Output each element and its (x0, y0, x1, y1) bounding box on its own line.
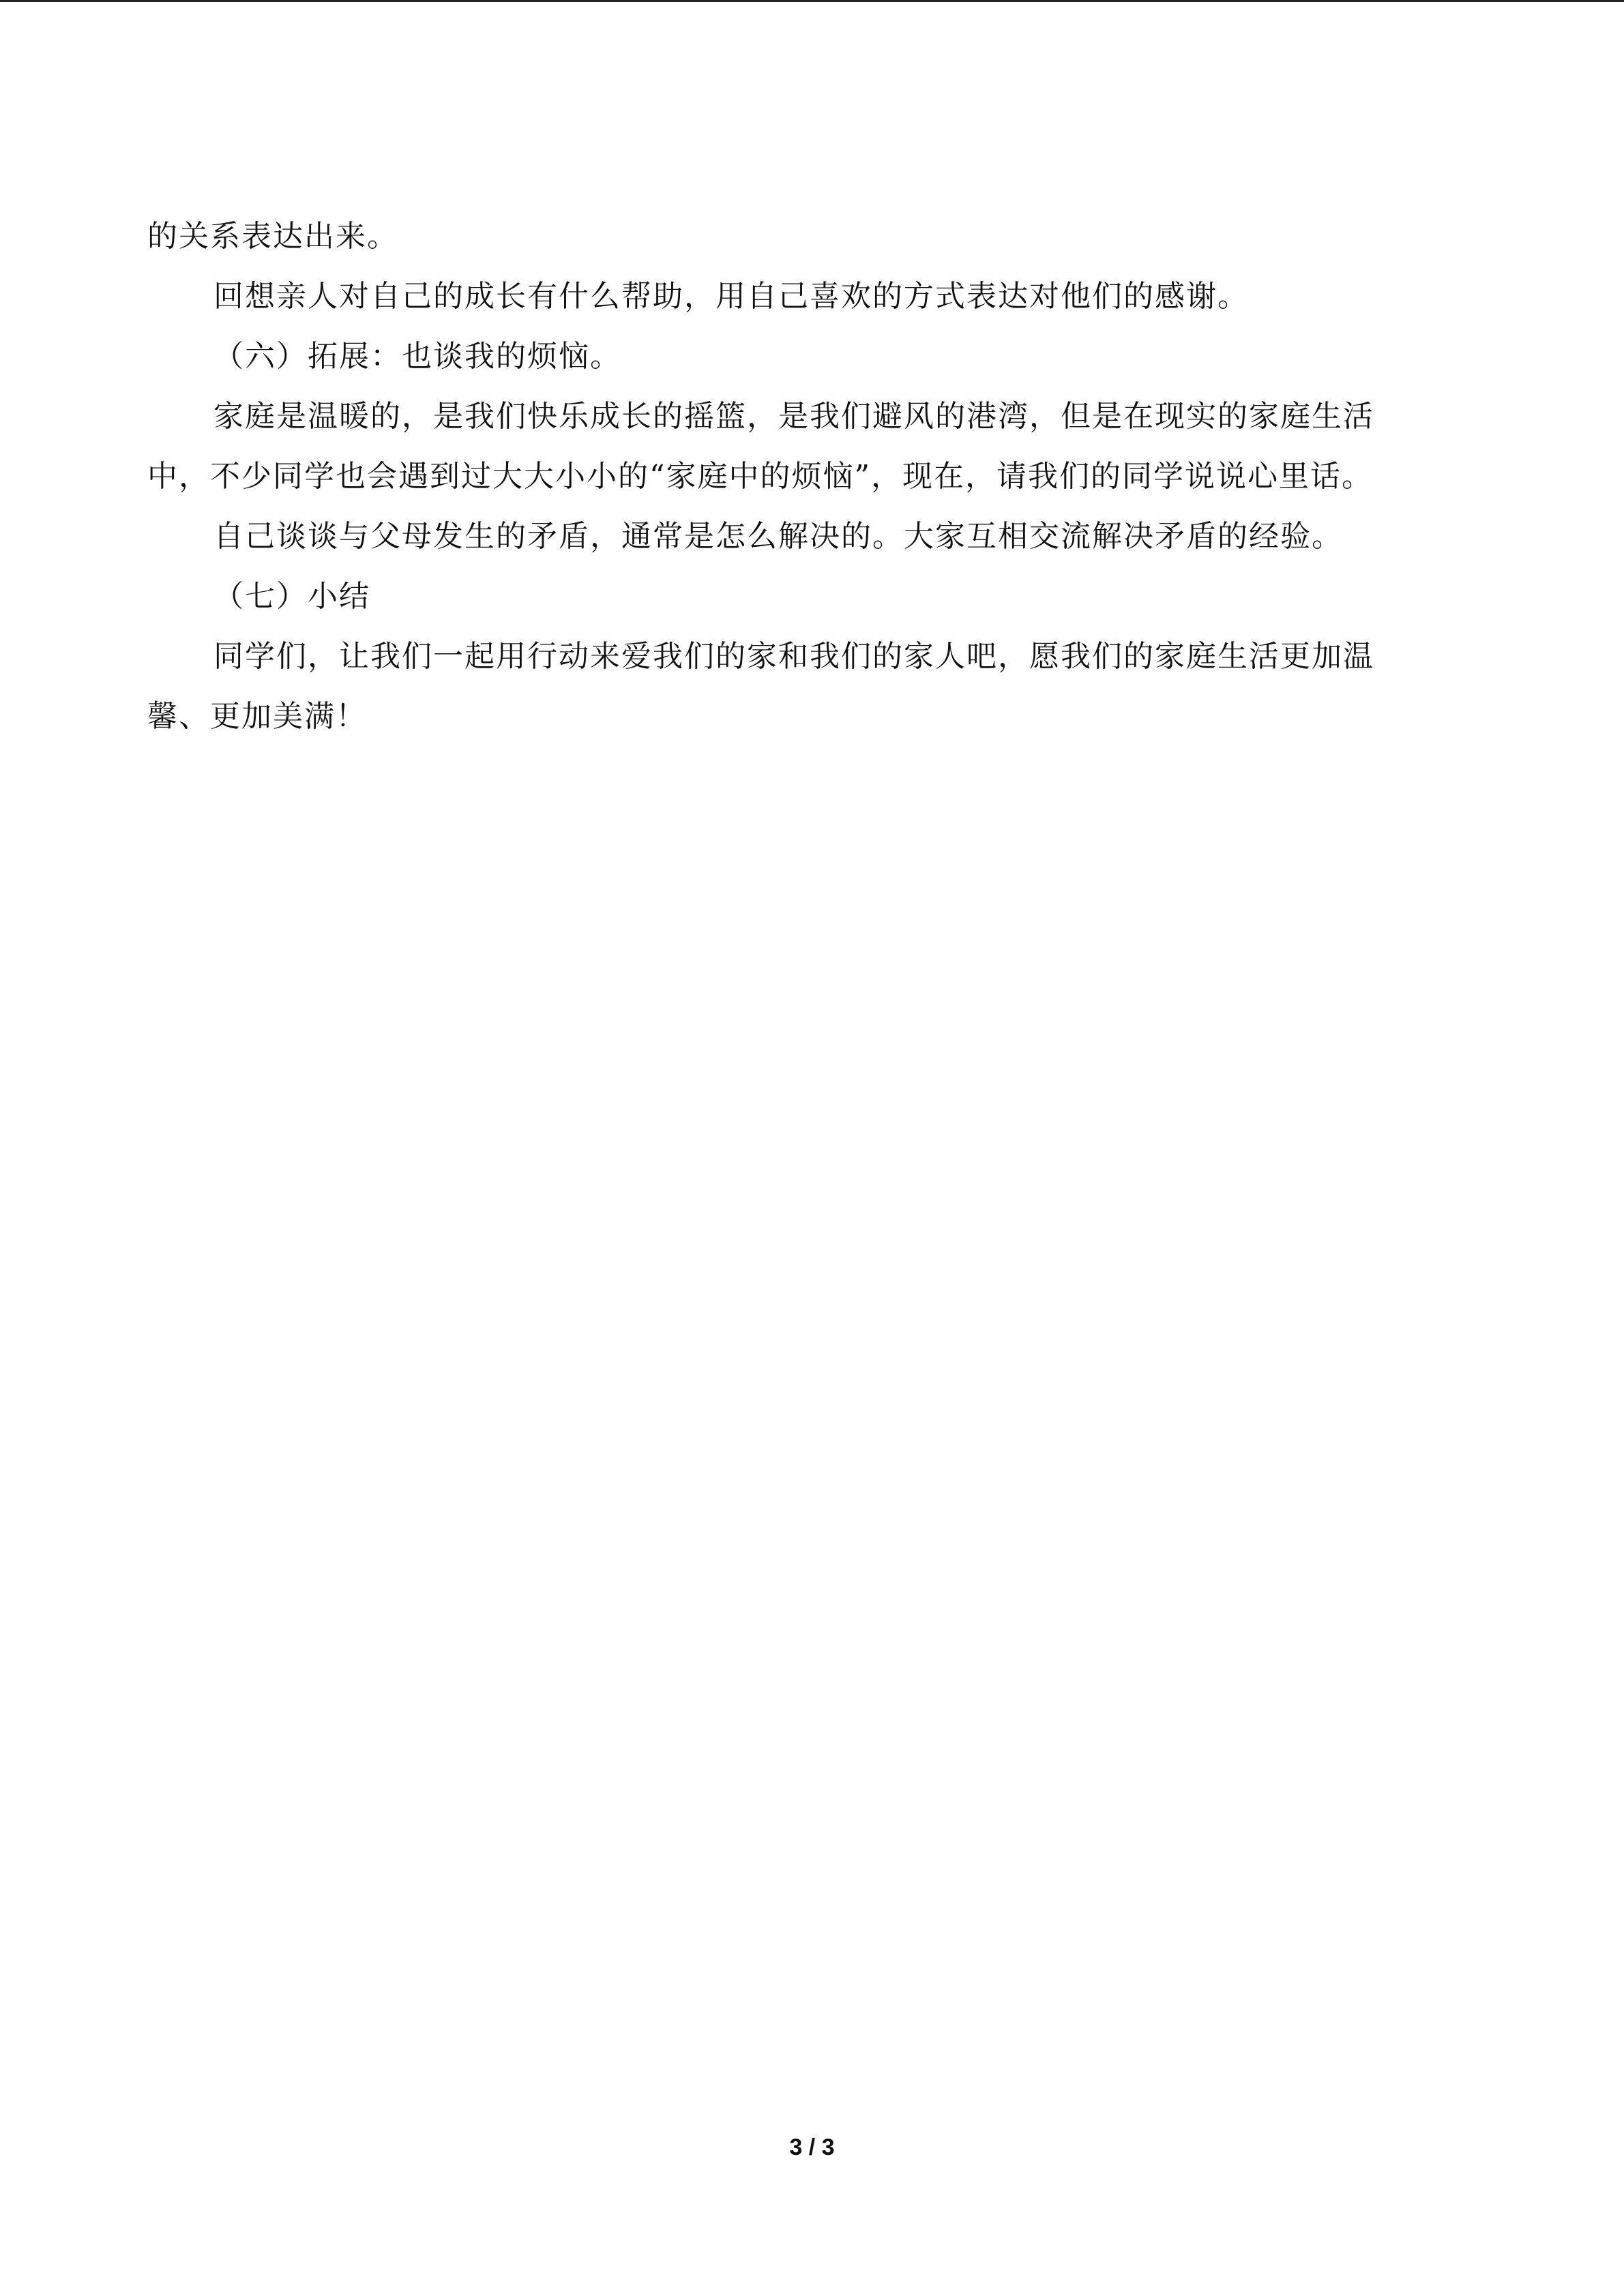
page-number: 3 / 3 (789, 2134, 835, 2160)
text-line: 自己谈谈与父母发生的矛盾，通常是怎么解决的。大家互相交流解决矛盾的经验。 (213, 519, 1343, 554)
text-line: 回想亲人对自己的成长有什么帮助，用自己喜欢的方式表达对他们的感谢。 (213, 279, 1249, 314)
text-line: 家庭是温暖的，是我们快乐成长的摇篮，是我们避风的港湾，但是在现实的家庭生活 (213, 399, 1374, 434)
document-body (147, 207, 1430, 747)
section-heading: （六）拓展：也谈我的烦恼。 (213, 339, 621, 374)
text-line: 中，不少同学也会遇到过大大小小的“家庭中的烦恼”，现在，请我们的同学说说心里话。 (147, 459, 1373, 494)
section-heading: （七）小结 (213, 579, 370, 614)
text-line: 的关系表达出来。 (147, 219, 398, 254)
text-line: 同学们，让我们一起用行动来爱我们的家和我们的家人吧，愿我们的家庭生活更加温 (213, 639, 1374, 674)
text-line: 馨、更加美满！ (147, 699, 367, 734)
